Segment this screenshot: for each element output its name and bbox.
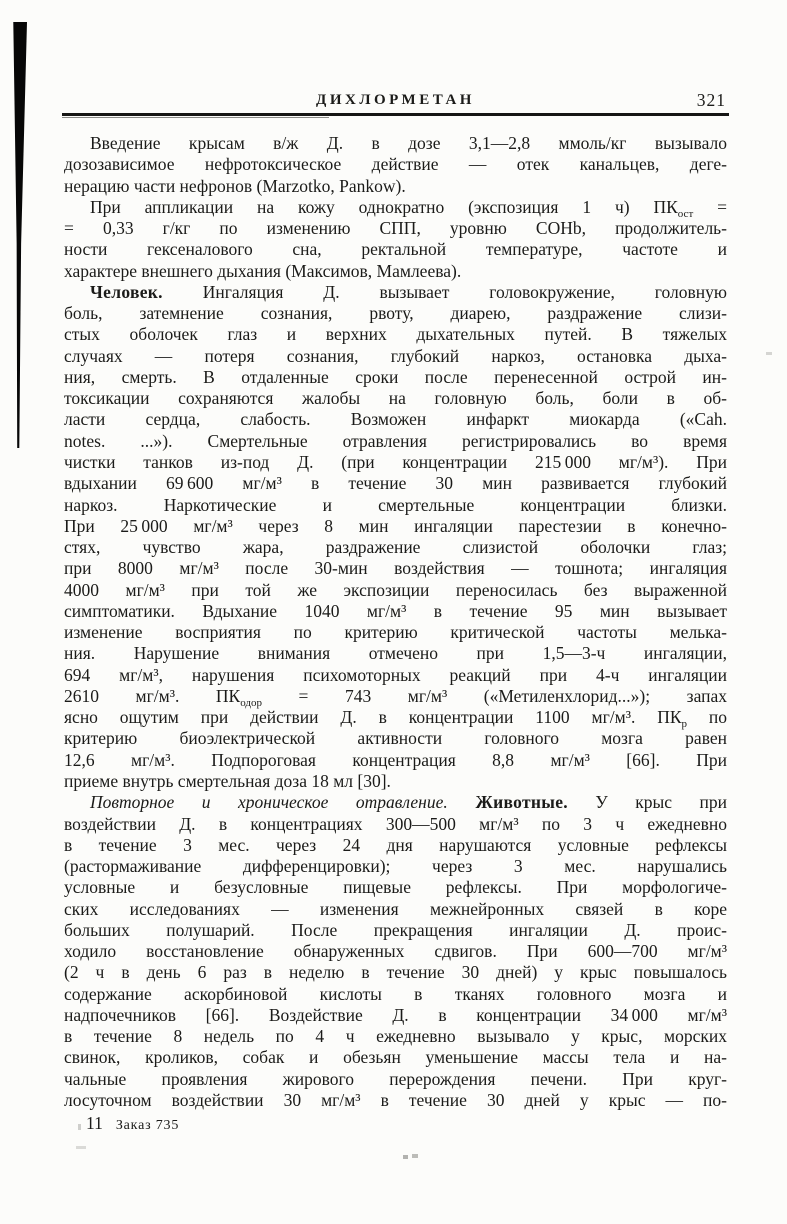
text-line <box>64 537 727 558</box>
text-segment: случаях — потеря сознания, глубокий наркоз, остановка дыха- <box>64 345 727 366</box>
text-line <box>64 388 727 409</box>
text-line <box>64 1090 727 1111</box>
text-line <box>64 601 727 622</box>
text-line <box>64 792 727 813</box>
text-segment: (растормаживание дифференцировки); через 3 мес. нарушались <box>64 856 727 877</box>
text-line <box>64 239 727 260</box>
text-segment: ясно ощутим при действии Д. в концентрации 1100 мг/м³. ПК <box>64 707 682 728</box>
text-line <box>64 814 727 835</box>
paragraph <box>64 792 727 1111</box>
text-line <box>64 622 727 643</box>
text-line <box>64 346 727 367</box>
footer-order-label: Заказ 735 <box>115 1118 180 1133</box>
text-line <box>64 324 727 345</box>
text-segment: в течение 3 мес. через 24 дня нарушаются условные рефлексы <box>64 834 727 855</box>
text-segment: воздействии Д. в концентрациях 300—500 мг/м³ по 3 ч ежедневно <box>64 813 727 834</box>
text-segment: вдыхании 69 600 мг/м³ в течение 30 мин развивается глубокий <box>64 473 727 494</box>
text-line <box>64 367 727 388</box>
text-line <box>64 133 727 154</box>
text-line <box>64 516 727 537</box>
text-segment: Человек. <box>90 281 163 302</box>
text-line <box>64 877 727 898</box>
text-line <box>64 920 727 941</box>
text-segment: чальные проявления жирового перерождения печени. При круг- <box>64 1068 727 1089</box>
text-line <box>64 495 727 516</box>
text-segment: приеме внутрь смертельная доза 18 мл [30]. <box>64 770 391 791</box>
text-segment: по <box>687 707 727 728</box>
text-segment: характере внешнего дыхания (Максимов, Мамлеева). <box>64 260 462 281</box>
text-segment: Введение крысам в/ж Д. в дозе 3,1—2,8 ммоль/кг вызывало <box>90 133 727 153</box>
page-number: 321 <box>696 90 726 110</box>
text-segment: в течение 8 недель по 4 ч ежедневно вызывало у крыс, морских <box>64 1026 727 1047</box>
paragraph <box>64 133 727 197</box>
page-footer <box>86 1113 486 1137</box>
text-segment: ост <box>677 207 694 220</box>
text-segment: Повторное и хроническое отравление. <box>90 792 448 813</box>
text-segment: надпочечников [66]. Воздействие Д. в концентрации 34 000 мг/м³ <box>64 1004 727 1025</box>
text-line <box>64 750 727 771</box>
text-segment: У крыс при <box>567 792 727 813</box>
text-segment: ходило восстановление обнаруженных сдвигов. При 600—700 мг/м³ <box>64 941 727 962</box>
text-segment: стях, чувство жара, раздражение слизистой оболочки глаз; <box>64 537 727 558</box>
text-line <box>64 771 727 792</box>
text-line <box>64 558 727 579</box>
text-line <box>64 1005 727 1026</box>
text-segment: ния. Нарушение внимания отмечено при 1,5—3-ч ингаляции, <box>64 643 727 664</box>
text-line <box>64 962 727 983</box>
text-line <box>64 473 727 494</box>
text-segment: При 25 000 мг/м³ через 8 мин ингаляции парестезии в конечно- <box>64 515 727 536</box>
text-line <box>64 643 727 664</box>
paragraph <box>64 282 727 792</box>
text-line <box>64 899 727 920</box>
text-segment: дозозависимое нефротоксическое действие — отек канальцев, деге- <box>64 154 727 175</box>
text-segment: наркоз. Наркотические и смертельные концентрации близки. <box>64 494 727 515</box>
text-line <box>64 452 727 473</box>
text-segment: При аппликации на кожу однократно (экспозиция 1 ч) ПК <box>90 196 678 217</box>
text-line <box>64 303 727 324</box>
text-block <box>64 133 727 1111</box>
text-line <box>64 728 727 749</box>
text-segment: ности гексеналового сна, ректальной температуре, частоте и <box>64 239 727 260</box>
text-line <box>64 431 727 452</box>
text-line <box>64 218 727 239</box>
text-segment: симптоматики. Вдыхание 1040 мг/м³ в течение 95 мин вызывает <box>64 600 727 621</box>
scan-speck <box>76 1146 86 1149</box>
text-segment: Ингаляция Д. вызывает головокружение, головную <box>162 281 727 302</box>
text-segment: 12,6 мг/м³. Подпороговая концентрация 8,8 мг/м³ [66]. При <box>64 749 727 770</box>
text-segment: 694 мг/м³, нарушения психомоторных реакций при 4-ч ингаляции <box>64 664 727 685</box>
text-line <box>64 686 727 707</box>
text-segment: одор <box>240 696 262 709</box>
paragraph <box>64 197 727 282</box>
text-line <box>64 1069 727 1090</box>
text-segment: р <box>681 718 687 731</box>
text-segment: больших полушарий. После прекращения ингаляции Д. проис- <box>64 919 727 940</box>
text-segment: = 0,33 г/кг по изменению СПП, уровню COHb, продолжитель- <box>64 218 727 239</box>
scan-speck <box>403 1155 408 1159</box>
text-line <box>64 1026 727 1047</box>
text-segment: нерацию части нефронов (Marzotko, Pankow). <box>64 175 406 196</box>
text-segment: стых оболочек глаз и верхних дыхательных путей. В тяжелых <box>64 324 727 345</box>
text-line <box>64 409 727 430</box>
running-head-title: ДИХЛОРМЕТАН <box>316 92 475 108</box>
text-segment: notes. ...»). Смертельные отравления регистрировались во время <box>64 430 727 451</box>
text-line <box>64 856 727 877</box>
text-segment: критерию биоэлектрической активности головного мозга равен <box>64 728 727 749</box>
text-line <box>64 176 727 197</box>
text-segment: лосуточном воздействии 30 мг/м³ в течение 30 дней у крыс — по- <box>64 1089 727 1110</box>
scan-speck <box>78 1124 81 1130</box>
text-segment: при 8000 мг/м³ после 30-мин воздействия — тошнота; ингаляция <box>64 558 727 579</box>
text-segment: = 743 мг/м³ («Метиленхлорид...»); запах <box>262 685 727 706</box>
text-segment: изменение восприятия по критерию критической частоты мелька- <box>64 622 727 643</box>
footer-signature-number: 11 <box>86 1113 103 1133</box>
text-segment: ния, смерть. В отдаленные сроки после перенесенной острой ин- <box>64 366 727 387</box>
text-segment: содержание аскорбиновой кислоты в тканях головного мозга и <box>64 983 727 1004</box>
text-line <box>64 261 727 282</box>
text-segment: ласти сердца, слабость. Возможен инфаркт миокарда («Cah. <box>64 409 727 430</box>
scan-speck <box>766 352 772 355</box>
text-segment: свинок, кроликов, собак и обезьян уменьшение массы тела и на- <box>64 1047 727 1068</box>
text-line <box>64 197 727 218</box>
text-line <box>64 580 727 601</box>
text-line <box>64 154 727 175</box>
text-line <box>64 665 727 686</box>
text-line <box>64 707 727 731</box>
page-header <box>64 90 727 114</box>
text-line <box>64 1047 727 1068</box>
text-segment: 4000 мг/м³ при той же экспозиции переносилась без выраженной <box>64 579 727 600</box>
text-segment: = <box>693 196 727 217</box>
text-segment: ских исследованиях — изменения межнейронных связей в коре <box>64 898 727 919</box>
text-line <box>64 282 727 303</box>
text-segment: условные и безусловные пищевые рефлексы. При морфологиче- <box>64 877 727 898</box>
text-line <box>64 941 727 962</box>
text-line <box>64 984 727 1005</box>
text-segment: 2610 мг/м³. ПК <box>64 685 241 706</box>
binding-shadow-mark <box>13 22 27 448</box>
text-segment: (2 ч в день 6 раз в неделю в течение 30 дней) у крыс повышалось <box>64 962 727 983</box>
text-segment: боль, затемнение сознания, рвоту, диарею, раздражение слизи- <box>64 303 727 324</box>
scan-speck <box>412 1154 418 1158</box>
text-segment: токсикации сохраняются жалобы на головную боль, боли в об- <box>64 388 727 409</box>
text-line <box>64 835 727 856</box>
header-rule <box>62 113 729 116</box>
text-segment: чистки танков из-под Д. (при концентрации 215 000 мг/м³). При <box>64 451 727 472</box>
text-segment: Животные. <box>447 792 568 813</box>
